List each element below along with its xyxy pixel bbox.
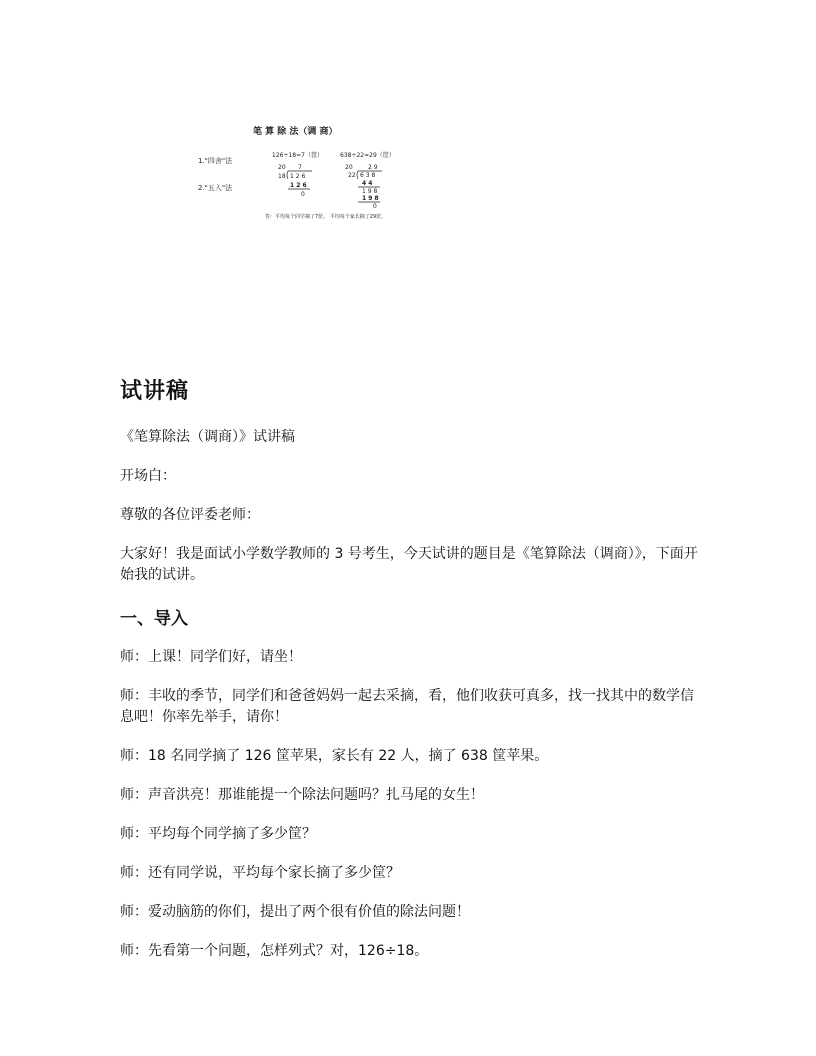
teacher-line: 师：平均每个同学摘了多少筐？ bbox=[120, 826, 316, 842]
page-heading: 试讲稿 bbox=[120, 379, 190, 404]
estimate-1: 20 bbox=[278, 164, 286, 171]
product-1: 1 2 6 bbox=[290, 182, 307, 189]
lecture-script bbox=[120, 374, 700, 980]
product-2b: 1 9 8 bbox=[362, 195, 379, 202]
divisor-1: 18 bbox=[278, 173, 286, 180]
introduction-paragraph: 大家好！我是面试小学数学教师的 3 号考生，今天试讲的题目是《笔算除法（调商）》，下面开始我的试讲。 bbox=[120, 546, 698, 583]
script-title: 《笔算除法（调商）》试讲稿 bbox=[120, 429, 295, 445]
divisor-2: 22 bbox=[348, 172, 356, 179]
teacher-line: 师：上课！同学们好，请坐！ bbox=[120, 649, 302, 665]
section-heading-intro: 一、导入 bbox=[120, 609, 188, 629]
dividend-2: 6 3 8 bbox=[360, 172, 376, 179]
equation-1: 126÷18=7（筐） bbox=[272, 152, 323, 159]
quotient-1: 7 bbox=[298, 164, 302, 171]
division-board-image bbox=[190, 120, 440, 225]
equation-2: 638÷22=29（筐） bbox=[340, 152, 395, 159]
division-bracket-1 bbox=[287, 171, 288, 179]
opening-label: 开场白： bbox=[120, 468, 176, 484]
teacher-line: 师：还有同学说，平均每个家长摘了多少筐？ bbox=[120, 865, 400, 881]
teacher-line: 师：先看第一个问题，怎样列式？对，126÷18。 bbox=[120, 943, 429, 959]
teacher-line: 师：18 名同学摘了 126 筐苹果，家长有 22 人，摘了 638 筐苹果。 bbox=[120, 748, 549, 764]
long-division-1 bbox=[278, 164, 312, 198]
product-2a: 4 4 bbox=[362, 180, 373, 187]
method-2-label: 2."五入"法 bbox=[198, 184, 233, 192]
division-bracket-2 bbox=[357, 171, 358, 179]
greeting: 尊敬的各位评委老师： bbox=[120, 507, 260, 523]
quotient-2: 2 9 bbox=[368, 164, 378, 171]
figure-title: 笔 算 除 法（调 商） bbox=[253, 127, 338, 137]
long-division-2 bbox=[345, 164, 382, 210]
teacher-line: 师：丰收的季节，同学们和爸爸妈妈一起去采摘，看，他们收获可真多，找一找其中的数学信息吧！你率先举手，请你！ bbox=[120, 688, 694, 725]
board-figure bbox=[190, 120, 440, 225]
dividend-1: 1 2 6 bbox=[290, 173, 306, 180]
remainder-1: 0 bbox=[301, 191, 305, 198]
answer-line: 答：平均每个同学摘了7筐， 平均每个家长摘了29筐。 bbox=[265, 214, 387, 220]
remainder-2: 0 bbox=[373, 203, 377, 210]
teacher-line: 师：爱动脑筋的你们，提出了两个很有价值的除法问题！ bbox=[120, 904, 470, 920]
estimate-2: 20 bbox=[345, 164, 353, 171]
method-1-label: 1."四舍"法 bbox=[198, 157, 233, 165]
teacher-line: 师：声音洪亮！那谁能提一个除法问题吗？扎马尾的女生！ bbox=[120, 787, 484, 803]
partial-2: 1 9 8 bbox=[362, 188, 378, 195]
